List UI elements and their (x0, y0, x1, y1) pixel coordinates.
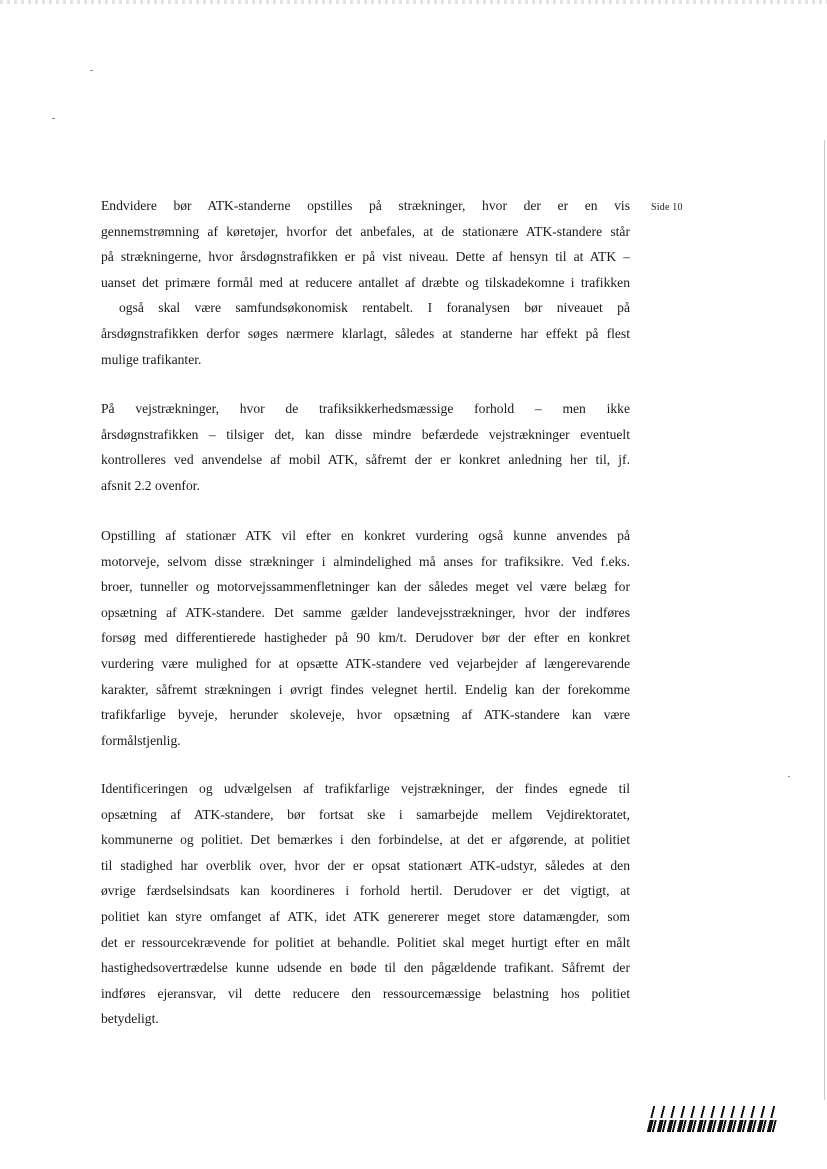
barcode-row-bottom (647, 1120, 778, 1132)
paragraph-1 (101, 193, 630, 372)
barcode-row-top (650, 1106, 781, 1118)
scan-edge-line (824, 140, 825, 1100)
text-line: det er ressourcekrævende for politiet at behandle. Politiet skal meget hurtigt efter en målt (101, 934, 630, 950)
text-line: broer, tunneller og motorvejssammenfletninger kan der således meget vel være belæg for (101, 579, 630, 595)
text-line: kontrolleres ved anvendelse af mobil ATK, såfremt der er konkret anledning her til, jf. (101, 452, 630, 468)
text-line: uanset det primære formål med at reducere antallet af dræbte og tilskadekomne i trafikken (101, 274, 630, 290)
text-line: opsætning af ATK-standere. Det samme gælder landevejsstrækninger, hvor der indføres (101, 604, 630, 620)
text-line: opsætning af ATK-standere, bør fortsat ske i samarbejde mellem Vejdirektoratet, (101, 806, 630, 822)
text-line: mulige trafikanter. (101, 351, 202, 367)
text-line: kommunerne og politiet. Det bemærkes i den forbindelse, at det er afgørende, at politiet (101, 832, 630, 848)
text-line: årsdøgnstrafikken derfor søges nærmere klarlagt, således at standerne har effekt på flest (101, 325, 630, 341)
text-line: formålstjenlig. (101, 732, 181, 748)
text-line: hastighedsovertrædelse kunne udsende en bøde til den pågældende trafikant. Såfremt der (101, 960, 630, 976)
text-line: på strækningerne, hvor årsdøgnstrafikken er på vist niveau. Dette af hensyn til at ATK – (101, 249, 630, 265)
text-line: Opstilling af stationær ATK vil efter en konkret vurdering også kunne anvendes på (101, 528, 630, 543)
barcode-mark (647, 1106, 781, 1132)
text-line: karakter, såfremt strækningen i øvrigt findes velegnet hertil. Endelig kan der forekomme (101, 681, 630, 697)
scan-speck (90, 70, 93, 71)
text-line: politiet kan styre omfanget af ATK, idet ATK genererer meget store datamængder, som (101, 908, 630, 924)
paragraph-3 (101, 523, 630, 753)
text-line: indføres ejeransvar, vil dette reducere den ressourcemæssige belastning hos politiet (101, 985, 630, 1001)
text-line: trafikfarlige byveje, herunder skoleveje, hvor opsætning af ATK-standere kan være (101, 707, 630, 723)
text-line: Identificeringen og udvælgelsen af trafikfarlige vejstrækninger, der findes egnede til (101, 781, 630, 796)
text-line: På vejstrækninger, hvor de trafiksikkerhedsmæssige forhold – men ikke (101, 401, 630, 416)
paragraph-2 (101, 396, 630, 498)
page-number: Side 10 (651, 202, 683, 213)
scan-artifact-top (0, 0, 827, 4)
scan-speck (788, 776, 790, 777)
text-line: årsdøgnstrafikken – tilsiger det, kan disse mindre befærdede vejstrækninger eventuelt (101, 426, 630, 442)
text-line: til stadighed har overblik over, hvor der er opsat stationært ATK-udstyr, således at den (101, 857, 630, 873)
text-line: øvrige færdselsindsats kan koordineres i forhold hertil. Derudover er det vigtigt, at (101, 883, 630, 899)
text-line: vurdering være mulighed for at opsætte ATK-standere ved vejarbejder af længerevarende (101, 655, 630, 671)
text-line: forsøg med differentierede hastigheder på 90 km/t. Derudover bør der efter en konkret (101, 630, 630, 646)
text-line: betydeligt. (101, 1011, 159, 1027)
paragraph-4 (101, 776, 630, 1032)
text-line: Endvidere bør ATK-standerne opstilles på strækninger, hvor der er en vis (101, 198, 630, 213)
text-line: gennemstrømning af køretøjer, hvorfor det anbefales, at de stationære ATK-standere står (101, 223, 630, 239)
scan-speck (52, 118, 55, 119)
text-line: også skal være samfundsøkonomisk rentabelt. I foranalysen bør niveauet på (119, 300, 630, 316)
text-line: motorveje, selvom disse strækninger i almindelighed må anses for trafiksikre. Ved f.eks. (101, 553, 630, 569)
text-line: afsnit 2.2 ovenfor. (101, 477, 200, 493)
